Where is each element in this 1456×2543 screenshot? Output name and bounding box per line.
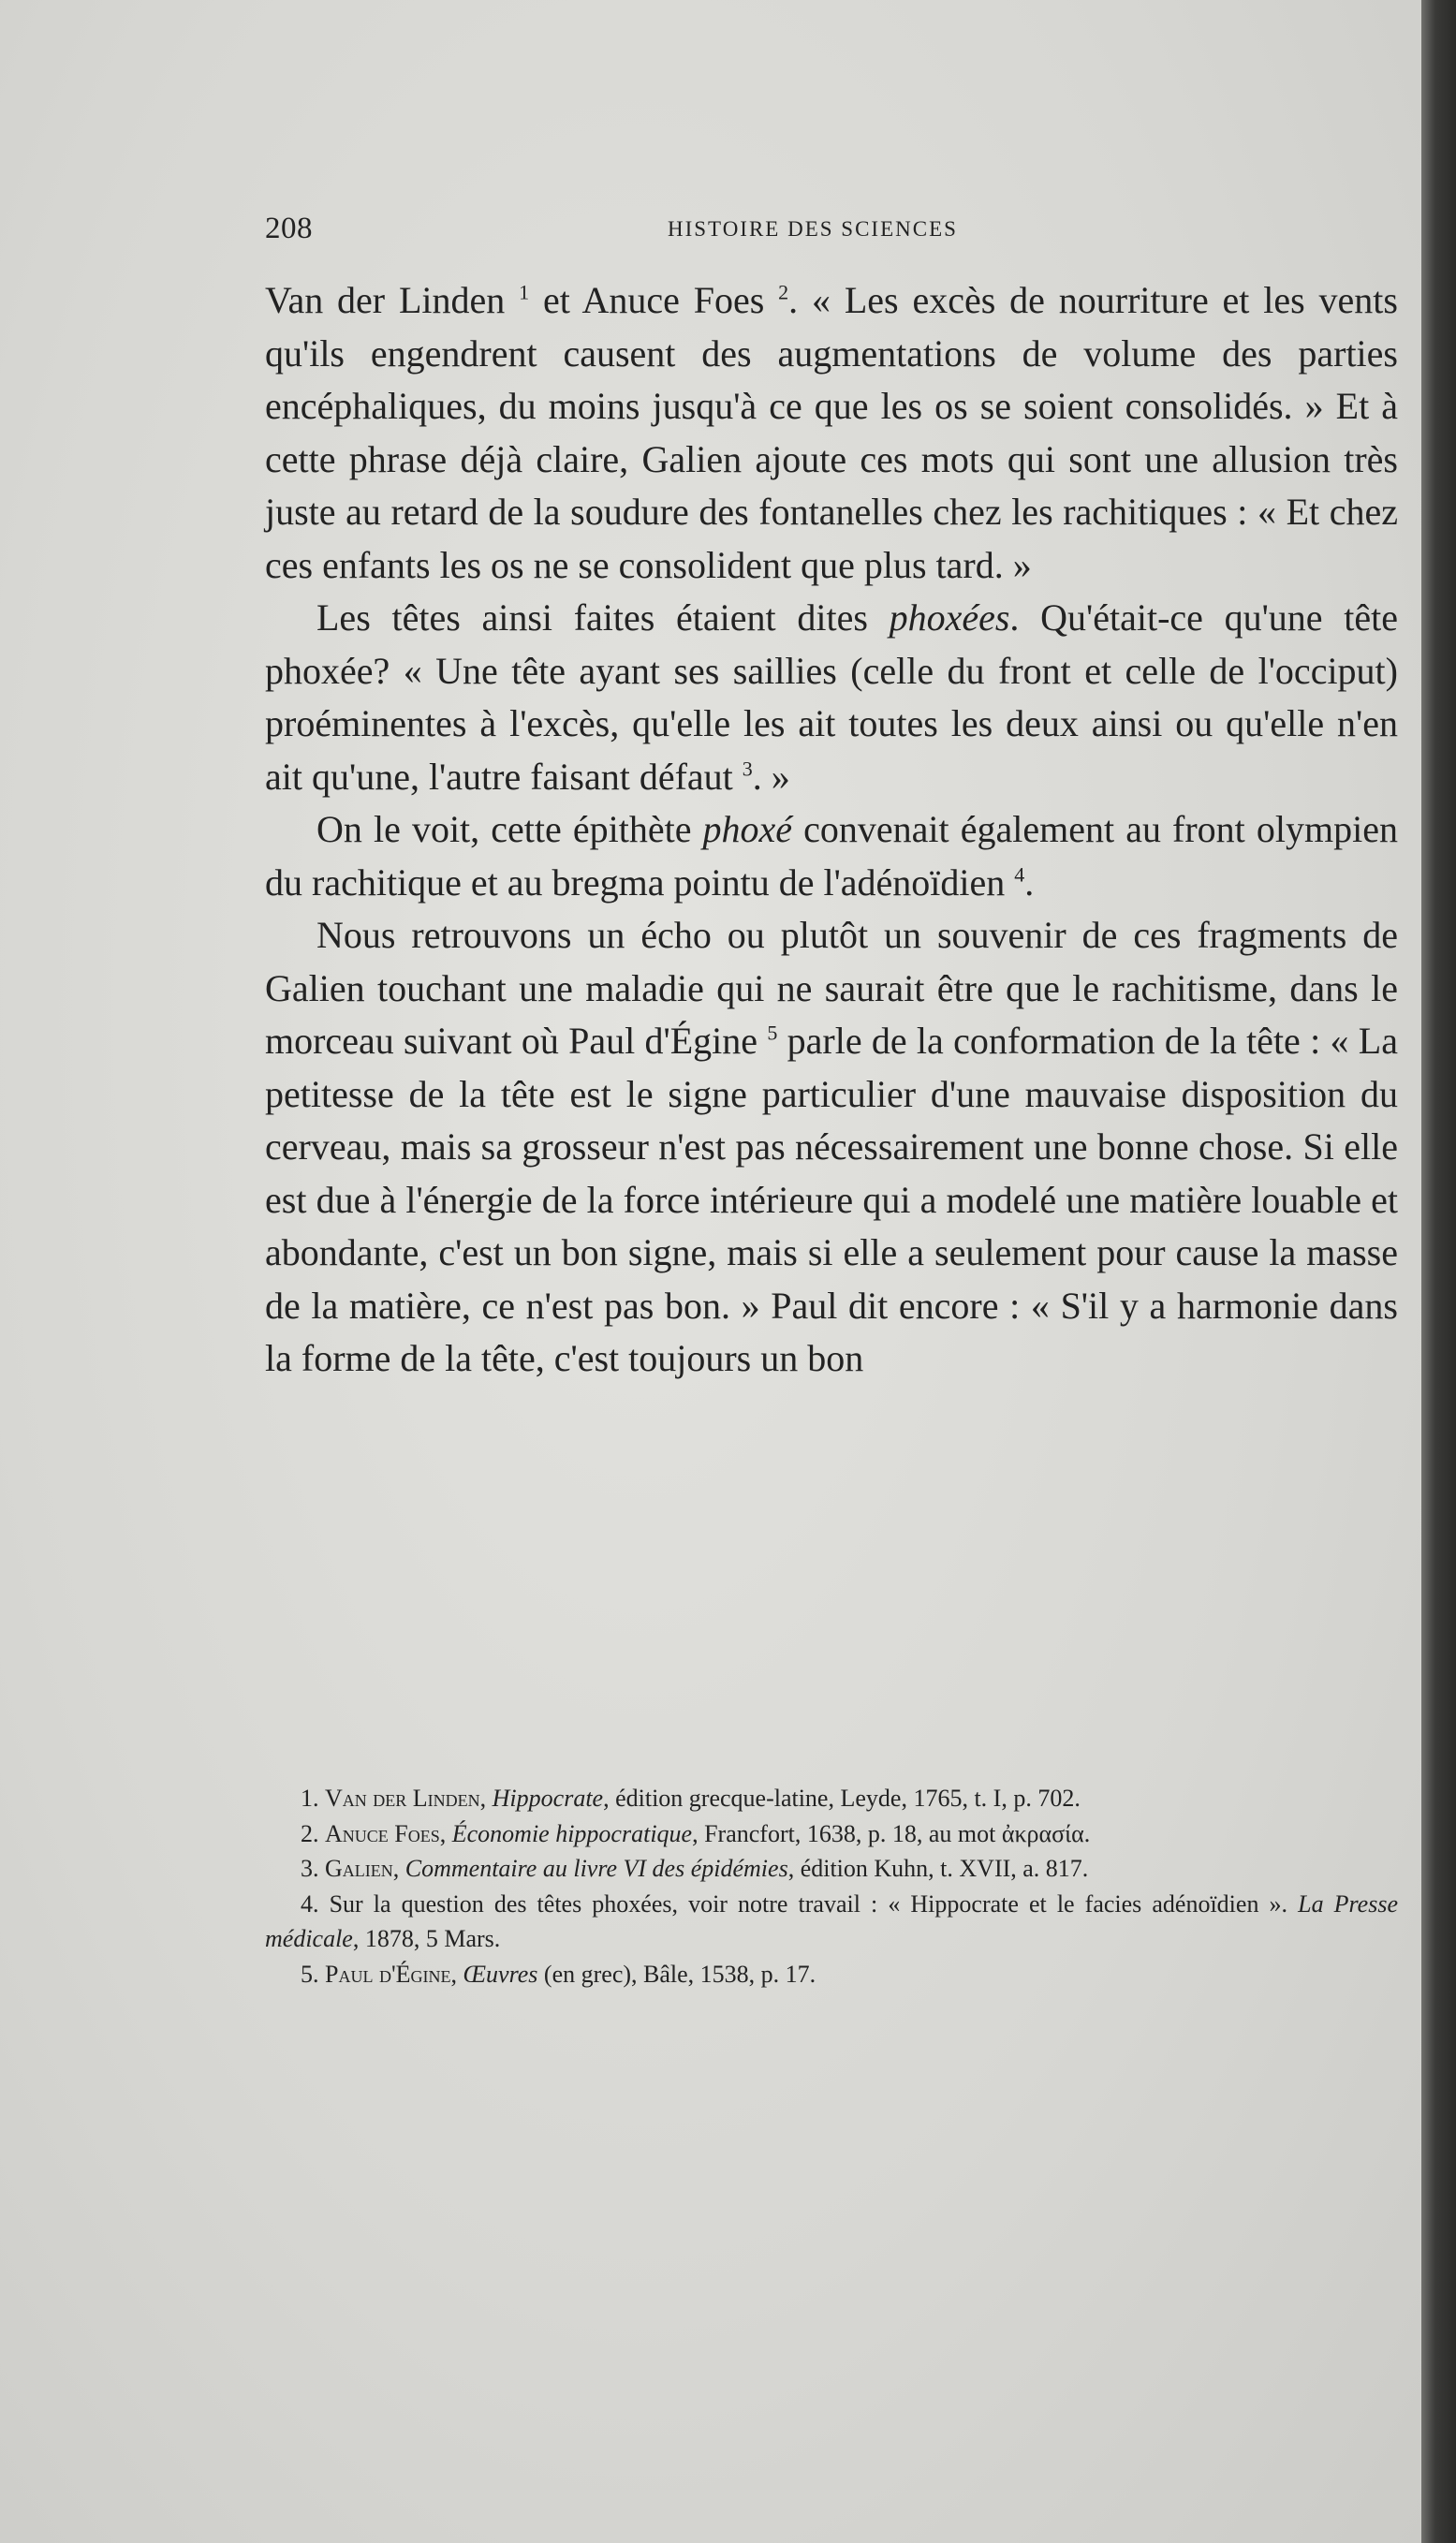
footnotes: [265, 1781, 1398, 1992]
paragraph-4: Nous retrouvons un écho ou plutôt un souvenir de ces fragments de Galien touchant une maladie qui ne saurait être que le rachitisme, dans le morceau suivant où Paul d'Égine $^5$ parle de la conformation de la tête : « La petitesse de la tête est le signe particulier d'une mauvaise disposition du cerveau, mais sa grosseur n'est pas nécessairement une bonne chose. Si elle est due à l'énergie de la force intérieure qui a modelé une matière louable et abondante, c'est un bon signe, mais si elle a seulement pour cause la masse de la matière, ce n'est pas bon. » Paul dit encore : « S'il y a harmonie dans la forme de la tête, c'est toujours un bon: [265, 914, 1398, 1379]
paragraph-1: Van der Linden $^1$ et Anuce Foes $^2$. « Les excès de nourriture et les vents qu'ils engendrent causent des augmentations de volume des parties encéphaliques, du moins jusqu'à ce que les os se soient consolidés. » Et à cette phrase déjà claire, Galien ajoute ces mots qui sont une allusion très juste au retard de la soudure des fontanelles chez les rachitiques : « Et chez ces enfants les os ne se consolident que plus tard. »: [265, 279, 1398, 586]
paragraph-3: On le voit, cette épithète phoxé convenait également au front olympien du rachitique et au bregma pointu de l'adénoïdien $^4$.: [265, 808, 1398, 904]
paragraph-2: Les têtes ainsi faites étaient dites phoxées. Qu'était-ce qu'une tête phoxée? « Une tête ayant ses saillies (celle du front et celle de l'occiput) proéminentes à l'excès, qu'elle les ait toutes les deux ainsi ou qu'elle n'en ait qu'une, l'autre faisant défaut $^3$. »: [265, 596, 1398, 798]
footnote-ref-3: 3: [742, 757, 753, 781]
footnote-3: 3. Galien, Commentaire au livre VI des épidémies, édition Kuhn, t. XVII, a. 817.: [301, 1855, 1089, 1882]
page-number: 208: [265, 212, 313, 245]
body-text: [265, 274, 1398, 1386]
footnote-ref-2: 2: [778, 280, 789, 304]
running-title: HISTOIRE DES SCIENCES: [668, 217, 958, 241]
running-head: [265, 212, 1398, 249]
footnote-ref-4: 4: [1014, 862, 1025, 887]
page-binding-edge: [1421, 0, 1456, 2543]
footnote-4: 4. Sur la question des têtes phoxées, voir notre travail : « Hippocrate et le facies adénoïdien ». La Presse médicale, 1878, 5 Mars.: [265, 1889, 1399, 1952]
footnote-1: 1. Van der Linden, Hippocrate, édition grecque-latine, Leyde, 1765, t. I, p. 702.: [301, 1785, 1081, 1812]
footnote-ref-5: 5: [767, 1021, 778, 1045]
footnote-2: 2. Anuce Foes, Économie hippocratique, Francfort, 1638, p. 18, au mot ἀκρασία.: [301, 1819, 1091, 1847]
footnote-ref-1: 1: [519, 280, 530, 304]
footnote-5: 5. Paul d'Égine, Œuvres (en grec), Bâle, 1538, p. 17.: [301, 1960, 816, 1988]
